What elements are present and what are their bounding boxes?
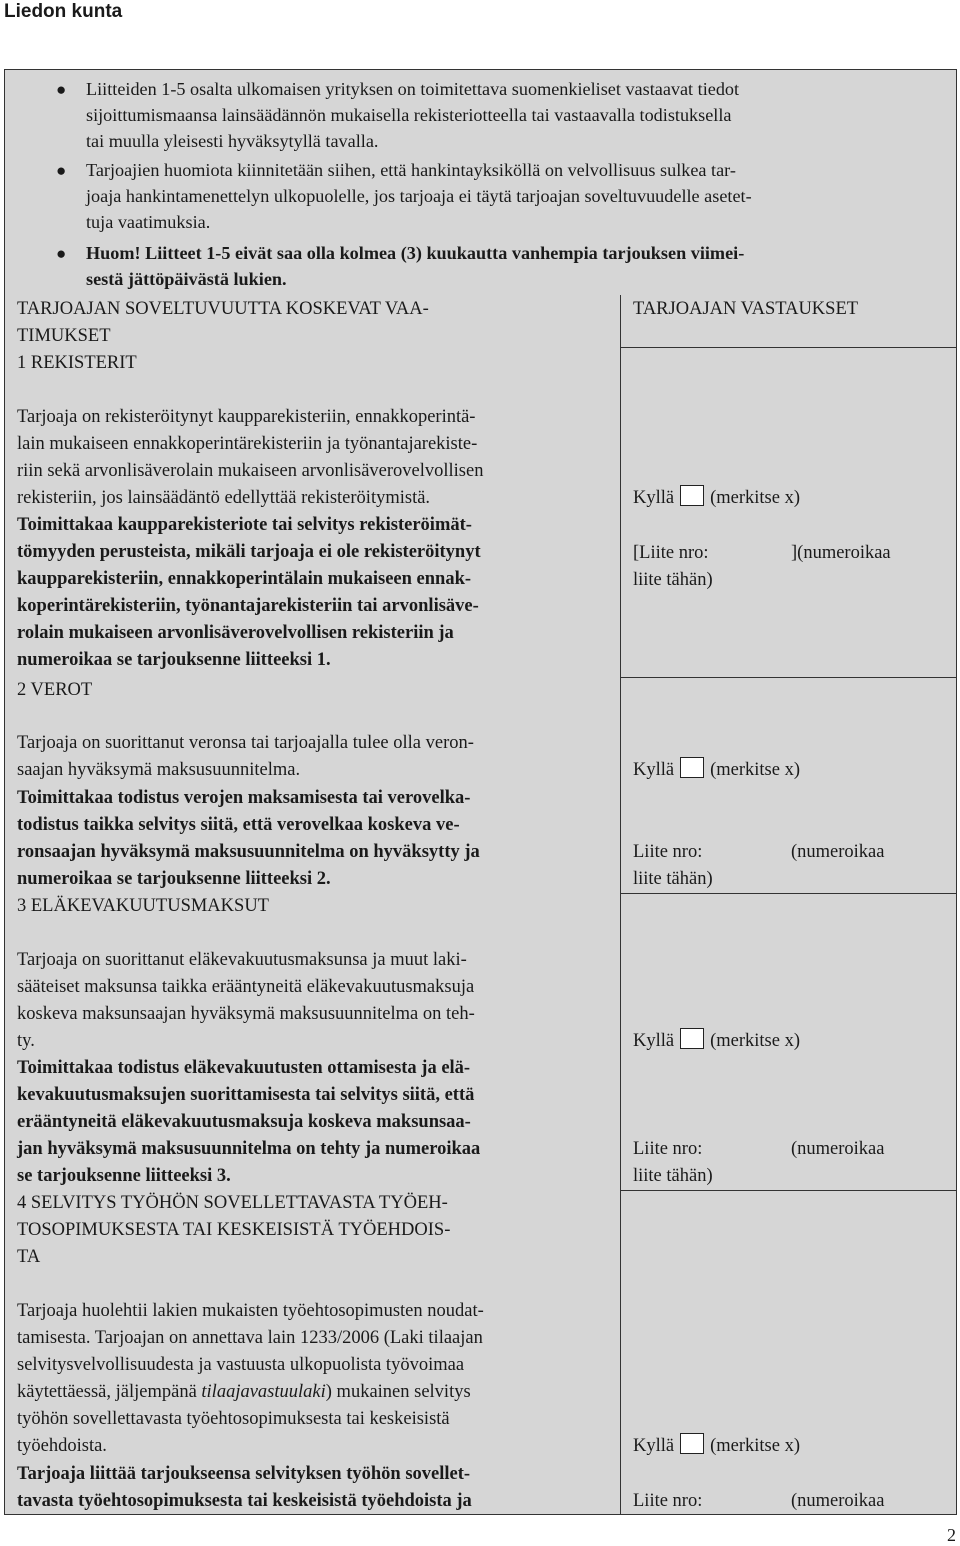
instruction-line: tavasta työehtosopimuksesta tai keskeisistä työehdoista ja: [17, 1491, 472, 1511]
attachment-field[interactable]: [633, 1488, 943, 1515]
attachment-label: Liite nro:: [633, 842, 703, 862]
section-statement: [17, 404, 617, 512]
attachment-hint: liite tähän): [633, 869, 713, 889]
instruction-line: Toimittakaa todistus verojen maksamisesta tai verovelka-: [17, 788, 471, 808]
section-title: [17, 1190, 617, 1271]
yes-label: Kyllä: [633, 488, 675, 508]
attachment-hint: (numeroikaa: [791, 1491, 885, 1511]
instruction-line: todistus taikka selvitys siitä, että verovelkaa koskeva ve-: [17, 815, 460, 835]
statement-fragment: käytettäessä, jäljempänä: [17, 1382, 202, 1402]
attachment-label: Liite nro:: [633, 1139, 703, 1159]
attachment-label: [Liite nro:: [633, 543, 709, 563]
section-statement: [17, 730, 617, 784]
instruction-line: numeroikaa se tarjouksenne liitteeksi 2.: [17, 869, 331, 889]
statement-line: Tarjoaja on rekisteröitynyt kaupparekisteriin, ennakkoperintä-: [17, 407, 476, 427]
instruction-line: Tarjoaja liittää tarjoukseensa selvityksen työhön sovellet-: [17, 1464, 471, 1484]
instruction-line: erääntyneitä eläkevakuutusmaksuja koskeva maksunsaa-: [17, 1112, 471, 1132]
section-instruction: [17, 785, 617, 893]
statement-line: koskeva maksunsaajan hyväksymä maksusuunnitelma on teh-: [17, 1004, 475, 1024]
statement-line: Tarjoaja huolehtii lakien mukaisten työehtosopimusten noudat-: [17, 1301, 484, 1321]
title-line: TA: [17, 1247, 41, 1267]
left-column-header: [17, 296, 617, 350]
mark-hint: (merkitse x): [710, 760, 801, 780]
instruction-line: tömyyden perusteista, mikäli tarjoaja ei ole rekisteröitynyt: [17, 542, 481, 562]
page-number: 2: [947, 1525, 956, 1545]
bullet-item-1: [86, 76, 932, 154]
statement-line: tamisesta. Tarjoajan on annettava lain 1233/2006 (Laki tilaajan: [17, 1328, 483, 1348]
attachment-hint: liite tähän): [633, 570, 713, 590]
mark-hint: (merkitse x): [710, 1436, 801, 1456]
instruction-line: kevakuutusmaksujen suorittamisesta tai selvitys siitä, että: [17, 1085, 475, 1105]
attachment-hint: ](numeroikaa: [791, 543, 891, 563]
statement-line: riin sekä arvonlisäverolain mukaiseen arvonlisäverovelvollisen: [17, 461, 484, 481]
bullet-item-3: [86, 240, 932, 292]
mark-hint: (merkitse x): [710, 488, 801, 508]
attachment-label: Liite nro:: [633, 1491, 703, 1511]
attachment-hint: liite tähän): [633, 1166, 713, 1186]
statement-line: sääteiset maksunsa taikka erääntyneitä eläkevakuutusmaksuja: [17, 977, 475, 997]
statement-line: saajan hyväksymä maksusuunnitelma.: [17, 760, 301, 780]
statement-line: [17, 1379, 617, 1406]
instruction-line: koperintärekisteriin, työnantajarekisteriin tai arvonlisäve-: [17, 596, 479, 616]
bullet-line: Liitteiden 1-5 osalta ulkomaisen yrityksen on toimitettava suomenkieliset vastaavat tiedot: [86, 79, 740, 99]
column-divider: [620, 295, 621, 1515]
yes-checkbox-row: [633, 757, 943, 784]
bullet-item-2: [86, 157, 932, 235]
right-column-header: TARJOAJAN VASTAUKSET: [633, 299, 859, 319]
attachment-hint: (numeroikaa: [791, 842, 885, 862]
instruction-line: jan hyväksymä maksusuunnitelma on tehty ja numeroikaa: [17, 1139, 481, 1159]
bullet-marker: ●: [56, 80, 67, 99]
statement-line: työehdoista.: [17, 1436, 107, 1456]
bullet-line: tai muulla yleisesti hyväksytyllä tavalla.: [86, 131, 379, 151]
row-divider: [620, 893, 957, 894]
header-row-divider: [620, 347, 957, 348]
row-divider: [620, 677, 957, 678]
yes-checkbox[interactable]: [680, 485, 704, 506]
header-line: TARJOAJAN SOVELTUVUUTTA KOSKEVAT VAA-: [17, 299, 429, 319]
section-title: 1 REKISTERIT: [17, 353, 137, 373]
statement-line: Tarjoaja on suorittanut eläkevakuutusmaksunsa ja muut laki-: [17, 950, 467, 970]
instruction-line: numeroikaa se tarjouksenne liitteeksi 1.: [17, 650, 331, 670]
statement-fragment: ) mukainen selvitys: [325, 1382, 471, 1402]
yes-checkbox[interactable]: [680, 1028, 704, 1049]
bullet-line: joaja hankintamenettelyn ulkopuolelle, jos tarjoaja ei täytä tarjoajan soveltuvuudelle asetet-: [86, 186, 752, 206]
attachment-field[interactable]: [633, 1136, 943, 1190]
bullet-line: Tarjoajien huomiota kiinnitetään siihen, että hankintayksiköllä on velvollisuus sulkea tar-: [86, 160, 736, 180]
page-header-title: Liedon kunta: [4, 1, 123, 22]
note-prefix: Huom!: [86, 243, 141, 263]
title-line: 4 SELVITYS TYÖHÖN SOVELLETTAVASTA TYÖEH-: [17, 1193, 448, 1213]
instruction-line: Toimittakaa kaupparekisteriote tai selvitys rekisteröimät-: [17, 515, 472, 535]
row-divider: [620, 1190, 957, 1191]
section-statement: [17, 1298, 617, 1460]
bullet-marker: ●: [56, 161, 67, 180]
yes-label: Kyllä: [633, 1031, 675, 1051]
section-title: 2 VEROT: [17, 680, 93, 700]
section-title: 3 ELÄKEVAKUUTUSMAKSUT: [17, 896, 269, 916]
statement-line: ty.: [17, 1031, 35, 1051]
yes-label: Kyllä: [633, 760, 675, 780]
instruction-line: Toimittakaa todistus eläkevakuutusten ottamisesta ja elä-: [17, 1058, 471, 1078]
header-line: TIMUKSET: [17, 326, 111, 346]
instruction-line: se tarjouksenne liitteeksi 3.: [17, 1166, 231, 1186]
bullet-line: tuja vaatimuksia.: [86, 212, 211, 232]
yes-checkbox[interactable]: [680, 1433, 704, 1454]
section-instruction: [17, 512, 617, 674]
law-name: tilaajavastuulaki: [201, 1382, 326, 1402]
instruction-line: kaupparekisteriin, ennakkoperintälain mukaiseen ennak-: [17, 569, 472, 589]
bullet-line: sijoittumismaansa lainsäädännön mukaisella rekisteriotteella tai vastaavalla todistuksella: [86, 105, 732, 125]
instruction-line: ronsaajan hyväksymä maksusuunnitelma on hyväksytty ja: [17, 842, 480, 862]
statement-line: rekisteriin, jos lainsäädäntö edellyttää rekisteröitymistä.: [17, 488, 431, 508]
mark-hint: (merkitse x): [710, 1031, 801, 1051]
attachment-field[interactable]: [633, 540, 943, 594]
statement-line: Tarjoaja on suorittanut veronsa tai tarjoajalla tulee olla veron-: [17, 733, 474, 753]
bullet-line: Liitteet 1-5 eivät saa olla kolmea (3) kuukautta vanhempia tarjouksen viimei-: [140, 243, 745, 263]
statement-line: lain mukaiseen ennakkoperintärekisteriin ja työnantajarekiste-: [17, 434, 478, 454]
bullet-line: sestä jättöpäivästä lukien.: [86, 269, 287, 289]
instruction-line: rolain mukaiseen arvonlisäverovelvollisen rekisteriin ja: [17, 623, 454, 643]
section-instruction: [17, 1461, 617, 1515]
yes-checkbox[interactable]: [680, 757, 704, 778]
statement-line: työhön sovellettavasta työehtosopimuksesta tai keskeisistä: [17, 1409, 450, 1429]
section-instruction: [17, 1055, 617, 1190]
title-line: TOSOPIMUKSESTA TAI KESKEISISTÄ TYÖEHDOIS-: [17, 1220, 451, 1240]
attachment-hint: (numeroikaa: [791, 1139, 885, 1159]
yes-checkbox-row: [633, 1028, 943, 1055]
statement-line: selvitysvelvollisuudesta ja vastuusta ulkopuolista työvoimaa: [17, 1355, 465, 1375]
bullet-marker: ●: [56, 244, 67, 263]
yes-checkbox-row: [633, 485, 943, 512]
yes-label: Kyllä: [633, 1436, 675, 1456]
attachment-field[interactable]: [633, 839, 943, 893]
yes-checkbox-row: [633, 1433, 943, 1460]
section-statement: [17, 947, 617, 1055]
